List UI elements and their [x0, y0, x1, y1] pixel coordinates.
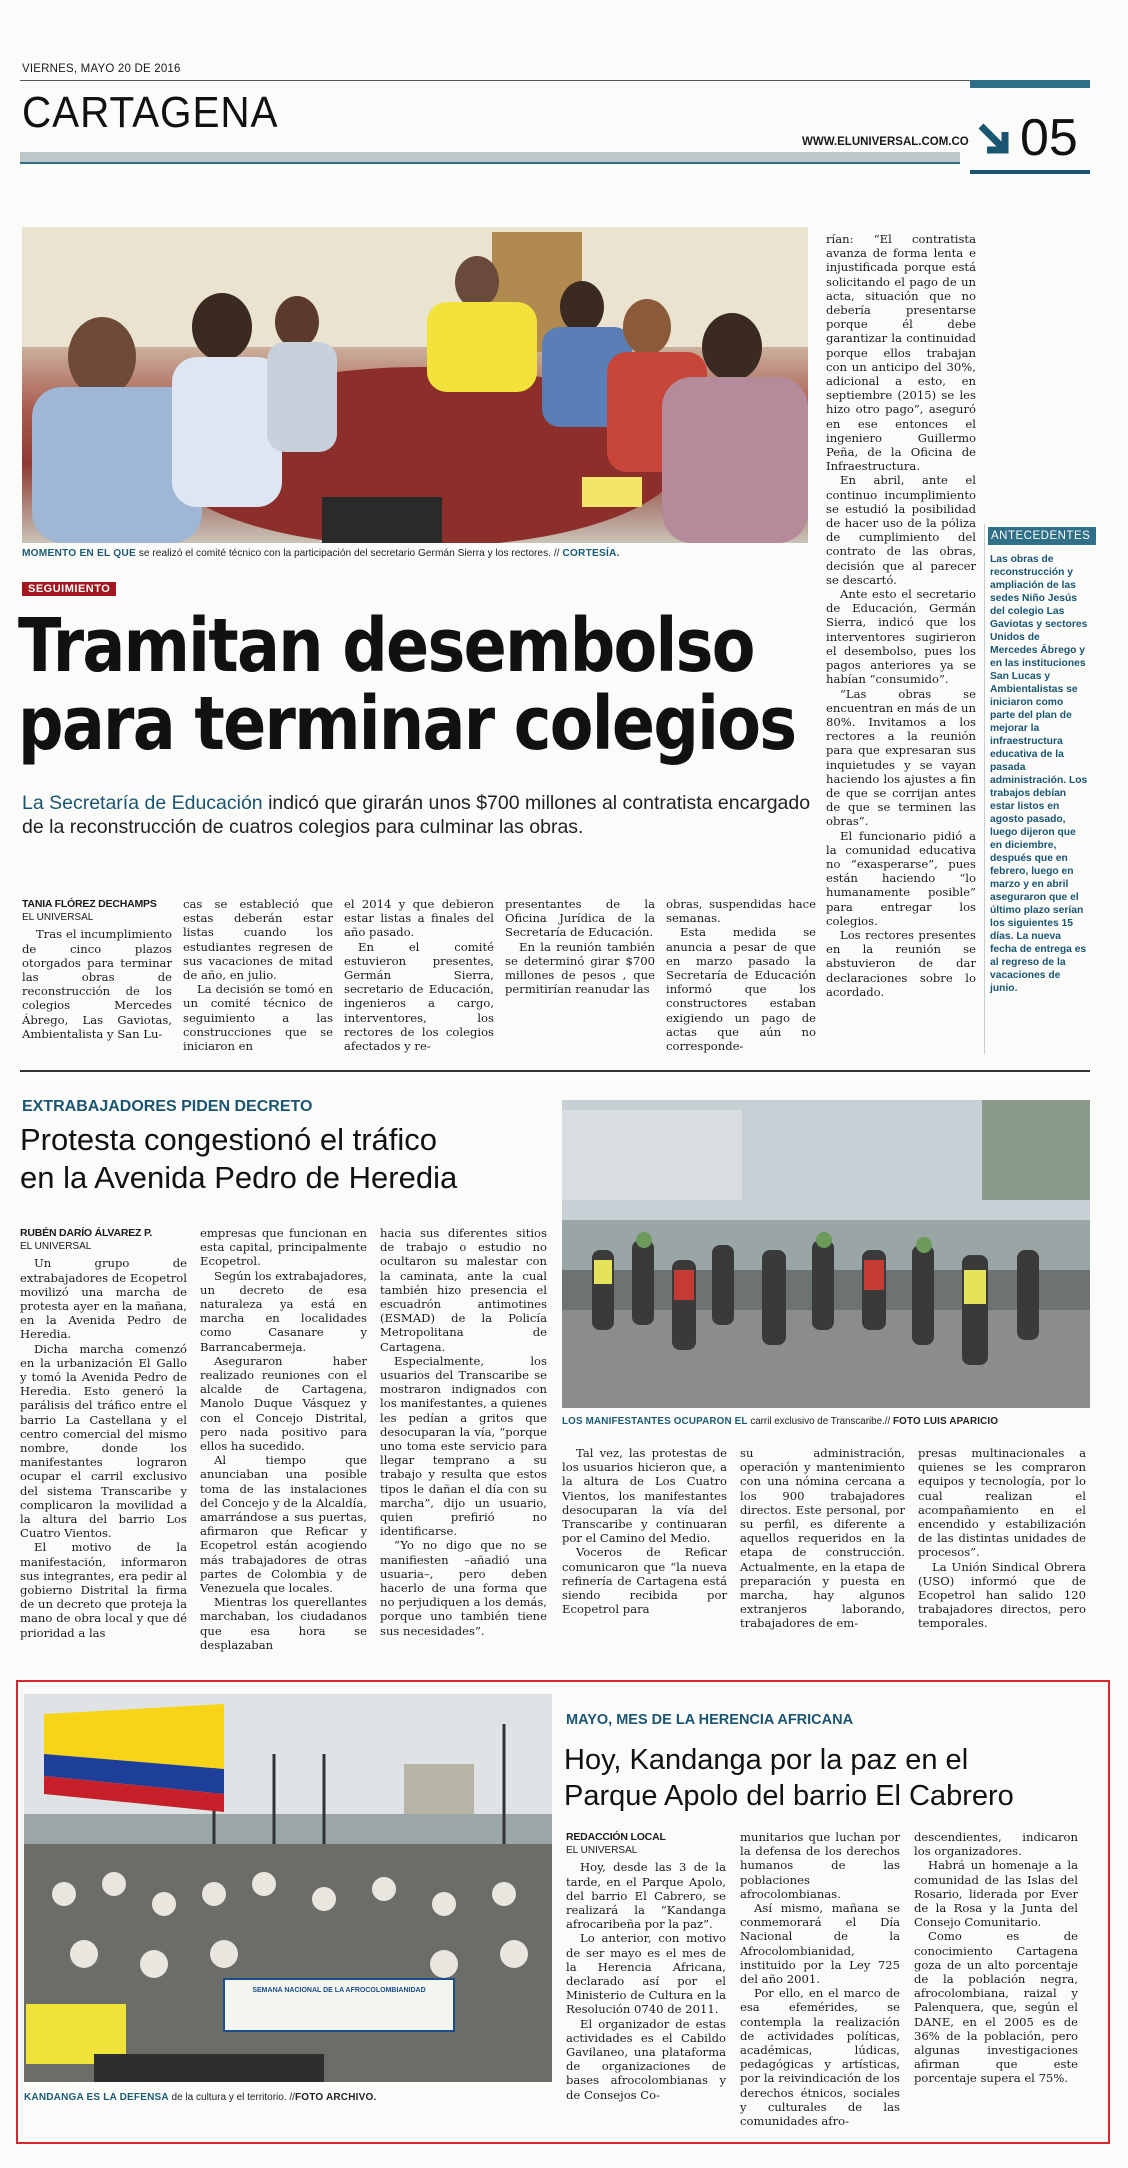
paragraph: Así mismo, mañana se conmemorará el Día Nacional de la Afrocolombianidad, instituido por la Ley 725 del año 2001.	[740, 1901, 900, 1987]
paragraph: Lo anterior, con motivo de ser mayo es el mes de la Herencia Africana, declarado así por el Ministerio de Cultura en la Resolución 0740 de 2011.	[566, 1931, 726, 2017]
protest-photo	[562, 1100, 1090, 1408]
paragraph: El motivo de la manifestación, informaron sus integrantes, era pedir al gobierno Distrital la firma de un decreto que proteja la mano de obra local y que dé prioridad a las	[20, 1540, 187, 1640]
section-tag: SEGUIMIENTO	[22, 582, 116, 596]
headline-line-1: Tramitan desembolso	[18, 603, 754, 689]
caption-lead: KANDANGA ES LA DEFENSA	[24, 2092, 169, 2103]
article2-column-1	[20, 1226, 187, 1640]
paragraph: Ante esto el secretario de Educación, Germán Sierra, indicó que los interventores sugirieron el desembolso, pues los pagos anteriores ya se habían “consumido”.	[826, 587, 976, 687]
page-number: 05	[1020, 109, 1078, 167]
headline-line-2: para terminar colegios	[18, 681, 796, 767]
meeting-photo	[22, 227, 808, 543]
article1-column-3	[344, 897, 494, 1053]
paragraph: Esta medida se anuncia a pesar de que en marzo pasado la Secretaría de Educación informó que los constructores estaban exigiendo un pago de actas que aún no corresponde-	[666, 925, 816, 1054]
arrow-icon	[975, 120, 1015, 160]
article-deck	[22, 791, 812, 839]
article3-column-2	[740, 1830, 900, 2128]
headline-2-line-1: Protesta congestionó el tráfico	[20, 1122, 438, 1157]
agency: EL UNIVERSAL	[22, 912, 94, 924]
paragraph: su administración, operación y mantenimiento con una nómina cercana a los 900 trabajadores directos. Este personal, por su perfil, es diferente a aquellos requeridos en la etapa de construcción. Actualmente, en la etapa de preparación y puesta en marcha, hay algunos extranjeros laborando, trabajadores de em-	[740, 1446, 905, 1631]
sidebar-title: ANTECEDENTES	[988, 527, 1096, 545]
byline: REDACCIÓN LOCAL	[566, 1831, 666, 1843]
paragraph: Dicha marcha comenzó en la urbanización El Gallo y tomó la Avenida Pedro de Heredia. Esto generó la parálisis del tráfico entre el barrio La Castellana y el centro comercial del mismo nombre, donde los manifestantes lograron ocupar el carril exclusivo del sistema Transcaribe y complicaron la movilidad a la altura del barrio Los Cuatro Vientos.	[20, 1341, 187, 1541]
paragraph: Aseguraron haber realizado reuniones con el alcalde de Cartagena, Manolo Duque Vásquez y con el Concejo Distrital, pero nada positivo para ellos ha sucedido.	[200, 1353, 367, 1454]
paragraph: hacia sus diferentes sitios de trabajo o estudio no ocultaron su malestar con la caminata, ante la cual también hizo presencia el escuadrón antimotines (ESMAD) de la Policía Metropolitana de Cartagena.	[380, 1226, 547, 1354]
paragraph: descendientes, indicaron los organizadores.	[914, 1830, 1078, 1859]
paragraph: Tras el incumplimiento de cinco plazos otorgados para terminar las obras de reconstrucción de los colegios Mercedes Ábrego, Las Gaviotas, Ambientalista y San Lu-	[22, 927, 172, 1041]
paragraph: En el comité estuvieron presentes, Germán Sierra, secretario de Educación, ingenieros a cargo, interventores, los rectores de los colegios afectados y re-	[344, 939, 494, 1054]
caption-lead: LOS MANIFESTANTES OCUPARON EL	[562, 1416, 748, 1427]
section-title: CARTAGENA	[22, 88, 279, 137]
paragraph: empresas que funcionan en esta capital, principalmente Ecopetrol.	[200, 1226, 367, 1269]
section-divider	[20, 1070, 1090, 1072]
headline-3-line-1: Hoy, Kandanga por la paz en el	[564, 1744, 969, 1776]
sidebar-text: Las obras de reconstrucción y ampliación de las sedes Niño Jesús del colegio Las Gaviotas y sectores Unidos de Mercedes Ábrego y en las instituciones San Lucas y Ambientalistas se iniciaron como parte del plan de mejorar la infraestructura educativa de la pasada administración. Los trabajos debían estar listos en agosto pasado, luego dijeron que en diciembre, después que en febrero, luego en marzo y en abril aseguraron que el último plazo serían los siguientes 15 días. La nueva fecha de entrega es al regreso de la vacaciones de junio.	[990, 554, 1088, 994]
article3-column-3	[914, 1830, 1078, 2086]
paragraph: cas se estableció que estas deberán estar listas cuando los estudiantes regresen de sus vacaciones de mitad de año, en julio.	[183, 897, 333, 983]
photo-caption-3	[24, 2092, 584, 2103]
website-url: WWW.ELUNIVERSAL.COM.CO	[802, 136, 969, 148]
caption-text: de la cultura y el territorio. //	[168, 2092, 295, 2103]
paragraph: Voceros de Reficar comunicaron que “la nueva refinería de Cartagena está siendo recibida por Ecopetrol para	[562, 1545, 727, 1617]
paragraph: La Unión Sindical Obrera (USO) informó que de Ecopetrol han salido 120 trabajadores directos, pero temporales.	[918, 1559, 1086, 1631]
header-rule-bottom-dark	[20, 162, 960, 164]
headline-3-line-2: Parque Apolo del barrio El Cabrero	[564, 1780, 1014, 1812]
paragraph: presas multinacionales a quienes se les compraron equipos y tecnología, por lo cual realizan el acompañamiento en el encendido y estabilización de las distintas unidades de procesos”.	[918, 1446, 1086, 1560]
march-photo	[24, 1694, 552, 2082]
photo-caption-2	[562, 1416, 1102, 1427]
header-rule-bottom	[20, 152, 960, 162]
paragraph: Habrá un homenaje a la comunidad de las Islas del Rosario, liderada por Ever de la Rosa y la Junta del Consejo Comunitario.	[914, 1858, 1078, 1930]
article2-column-2	[200, 1226, 367, 1652]
paragraph: “Las obras se encuentran en más de un 80%. Invitamos a los rectores a la reunión para que expresaran sus inquietudes y se vayan haciendo los ajustes a fin de que se corrijan antes de que se terminen las obras”.	[826, 686, 976, 829]
paragraph: obras, suspendidas hace semanas.	[666, 897, 816, 926]
paragraph: Mientras los querellantes marchaban, los ciudadanos que esa hora se desplazaban	[200, 1595, 367, 1652]
agency: EL UNIVERSAL	[20, 1241, 92, 1253]
paragraph: el 2014 y que debieron estar listas a finales del año pasado.	[344, 897, 494, 940]
kicker-3: MAYO, MES DE LA HERENCIA AFRICANA	[566, 1712, 854, 1728]
sidebar-divider	[984, 524, 985, 1054]
caption-text: se realizó el comité técnico con la participación del secretario Germán Sierra y los rectores. //	[135, 548, 563, 559]
byline: TANIA FLÓREZ DECHAMPS	[22, 898, 157, 910]
paragraph: El funcionario pidió a la comunidad educativa no “exasperarse”, pues están haciendo “lo humanamente posible” para entregar los colegios.	[826, 828, 976, 928]
paragraph: Según los extrabajadores, un decreto de esa naturaleza ya está en marcha en localidades como Casanare y Barrancabermeja.	[200, 1268, 367, 1354]
article1-column-1	[22, 897, 172, 1041]
paragraph: En abril, ante el continuo incumplimiento se estudió la posibilidad de hacer uso de la póliza de cumplimiento del contrato de las obras, decisión que al parecer se descartó.	[826, 473, 976, 587]
paragraph: El organizador de estas actividades es el Cabildo Gavilaneo, una plataforma de organizaciones de bases afrocolombianas y de Consejos Co-	[566, 2016, 726, 2102]
kicker-2: EXTRABAJADORES PIDEN DECRETO	[22, 1098, 313, 1115]
paragraph: “Yo no digo que no se manifiesten –añadió una usuaria–, pero deben hacerlo de una forma que no perjudiquen a los demás, porque uno también tiene sus necesidades”.	[380, 1538, 547, 1638]
article2-column-5	[740, 1446, 905, 1631]
paragraph: Los rectores presentes en la reunión se abstuvieron de dar declaraciones sobre lo acordado.	[826, 927, 976, 999]
paragraph: Especialmente, los usuarios del Transcaribe se mostraron indignados con los manifestantes, a quienes les pedían a gritos que desocuparan la vía, “porque uno toma este servicio para llegar temprano a su trabajo y resulta que estos tipos le dañan el día con su marcha”, dijo un usuario, quien prefirió no identificarse.	[380, 1353, 547, 1539]
deck-rest: indicó que girarán unos $700 millones al contratista encargado de la reconstrucción de cuatros colegios para culminar las obras.	[22, 792, 811, 838]
paragraph: Un grupo de extrabajadores de Ecopetrol movilizó una marcha de protesta ayer en la mañana, en la Avenida Pedro de Heredia.	[20, 1256, 187, 1342]
paragraph: Como es de conocimiento Cartagena goza de un alto porcentaje de la población negra, afrocolombiana, raizal y Palenquera, que, según el DANE, en el 2005 es de 36% de la población, pero algunas investigaciones afirman que este porcentaje supera el 75%.	[914, 1929, 1078, 2086]
article1-column-4	[505, 897, 655, 996]
paragraph: Por ello, en el marco de esa efemérides, se contempla la realización de actividades políticas, académicas, lúdicas, pedagógicas y artísticas, por la reivindicación de los derechos étnicos, sociales y culturales de las comunidades afro-	[740, 1986, 900, 2129]
caption-text: carril exclusivo de Transcaribe.//	[747, 1416, 893, 1427]
paragraph: rían: “El contratista avanza de forma lenta e injustificada porque está solicitando el pago de un acta, situación que no debería presentarse porque él debe garantizar la continuidad porque ellos trabajan con un anticipo del 30%, adicional a esto, en septiembre (2015) se les hizo otro pago”, aseguró en ese entonces el ingeniero Guillermo Peña, de la Oficina de Infraestructura.	[826, 232, 976, 474]
article1-column-6	[826, 232, 976, 999]
article2-column-4	[562, 1446, 727, 1616]
header-rule-top	[20, 80, 1090, 81]
article1-column-2	[183, 897, 333, 1053]
byline: RUBÉN DARÍO ÁLVAREZ P.	[20, 1227, 153, 1239]
caption-lead: MOMENTO EN EL QUE	[22, 548, 136, 559]
agency: EL UNIVERSAL	[566, 1845, 638, 1857]
caption-credit: FOTO LUIS APARICIO	[892, 1416, 999, 1427]
paragraph: Tal vez, las protestas de los usuarios hicieron que, a la altura de Los Cuatro Vientos, los manifestantes desocuparan la vía del Transcaribe y continuaran por el Camino del Medio.	[562, 1446, 727, 1546]
deck-lead: La Secretaría de Educación	[22, 792, 263, 814]
page-date: VIERNES, MAYO 20 DE 2016	[22, 63, 181, 75]
paragraph: Hoy, desde las 3 de la tarde, en el Parque Apolo, del barrio El Cabrero, se realizará la “Kandanga afrocaribeña por la paz”.	[566, 1860, 726, 1932]
photo-caption-1	[22, 548, 822, 559]
article3-column-1	[566, 1830, 726, 2102]
paragraph: munitarios que luchan por la defensa de los derechos humanos de las poblaciones afrocolombianas.	[740, 1830, 900, 1901]
article2-column-6	[918, 1446, 1086, 1631]
page-number-underline	[970, 170, 1090, 174]
headline-2-line-2: en la Avenida Pedro de Heredia	[20, 1160, 458, 1195]
paragraph: presentantes de la Oficina Jurídica de la Secretaría de Educación.	[505, 897, 655, 940]
paragraph: La decisión se tomó en un comité técnico de seguimiento a las construcciones que se iniciaron en	[183, 982, 333, 1054]
article1-column-5	[666, 897, 816, 1053]
paragraph: En la reunión también se determinó girar $700 millones de pesos , que permitirían reanudar las	[505, 939, 655, 997]
march-banner-text: SEMANA NACIONAL DE LA AFROCOLOMBIANIDAD	[252, 1987, 426, 1994]
article2-column-3	[380, 1226, 547, 1638]
caption-credit: CORTESÍA.	[562, 548, 620, 559]
caption-credit: FOTO ARCHIVO.	[294, 2092, 377, 2103]
header-accent-block	[970, 80, 1090, 88]
paragraph: Al tiempo que anunciaban una posible toma de las instalaciones del Concejo y de la Alcaldía, amarrándose a sus puertas, afirmaron que Reficar y Ecopetrol están acogiendo más trabajadores de otras partes de Colombia y de Venezuela que locales.	[200, 1453, 367, 1596]
